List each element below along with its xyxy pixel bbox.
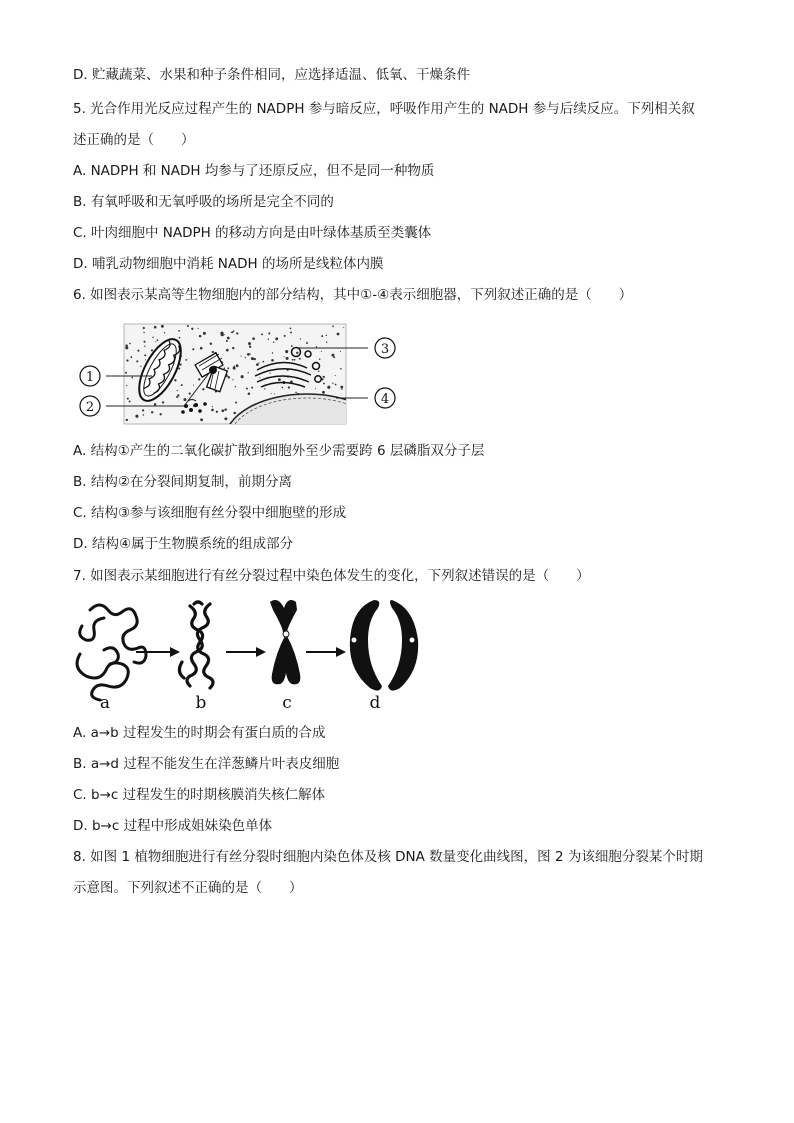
cytoplasm-speckle [143, 341, 145, 343]
line-q6-c: C. 结构③参与该细胞有丝分裂中细胞壁的形成 [73, 505, 347, 521]
cytoplasm-speckle [254, 358, 256, 360]
line-q7-a: A. a→b 过程发生的时期会有蛋白质的合成 [73, 725, 326, 741]
cytoplasm-speckle [224, 367, 226, 369]
label-3: 3 [380, 342, 390, 357]
cytoplasm-speckle [321, 351, 322, 352]
cytoplasm-speckle [179, 337, 181, 339]
cytoplasm-speckle [142, 409, 144, 411]
cytoplasm-speckle [233, 367, 235, 369]
cytoplasm-speckle [324, 376, 326, 378]
line-q5-stem-1: 5. 光合作用光反应过程产生的 NADPH 参与暗反应，呼吸作用产生的 NADH 参与后续反应。下列相关叙 [73, 101, 695, 117]
cytoplasm-speckle [198, 378, 200, 380]
cytoplasm-speckle [144, 354, 146, 356]
cytoplasm-speckle [286, 357, 289, 360]
cytoplasm-speckle [178, 330, 180, 332]
line-q7-stem: 7. 如图表示某细胞进行有丝分裂过程中染色体发生的变化，下列叙述错误的是（ ） [73, 568, 590, 584]
cytoplasm-speckle [126, 419, 128, 421]
stage-label-b: b [195, 693, 207, 713]
cytoplasm-speckle [319, 358, 321, 360]
chromatin-a [77, 605, 146, 700]
cytoplasm-speckle [335, 384, 337, 386]
cytoplasm-speckle [259, 377, 260, 378]
arrowhead-cd [336, 647, 346, 657]
cytoplasm-speckle [249, 346, 251, 348]
cytoplasm-speckle [240, 356, 241, 357]
line-q5-c: C. 叶肉细胞中 NADPH 的移动方向是由叶绿体基质至类囊体 [73, 225, 432, 241]
cytoplasm-speckle [251, 387, 253, 389]
cytoplasm-speckle [326, 341, 327, 342]
cytoplasm-speckle [283, 356, 284, 357]
cell-structure-figure [72, 322, 402, 426]
cytoplasm-speckle [278, 378, 281, 381]
chromosome-c [270, 600, 300, 684]
cytoplasm-speckle [151, 349, 153, 351]
cytoplasm-speckle [200, 418, 203, 421]
cytoplasm-speckle [160, 413, 162, 415]
cytoplasm-speckle [300, 338, 301, 339]
chromosome-d [350, 600, 418, 691]
cytoplasm-speckle [210, 342, 212, 344]
cytoplasm-speckle [331, 354, 334, 357]
cytoplasm-speckle [343, 327, 344, 328]
cytoplasm-speckle [268, 332, 270, 334]
cytoplasm-speckle [333, 356, 335, 358]
cytoplasm-speckle [235, 386, 236, 387]
cytoplasm-speckle [180, 364, 182, 366]
cytoplasm-speckle [189, 393, 191, 395]
cytoplasm-speckle [224, 417, 227, 420]
cytoplasm-speckle [226, 349, 229, 352]
cytoplasm-speckle [316, 346, 317, 347]
cytoplasm-speckle [183, 398, 186, 401]
line-q6-b: B. 结构②在分裂间期复制，前期分离 [73, 474, 292, 490]
cytoplasm-speckle [272, 352, 273, 353]
cytoplasm-speckle [340, 368, 342, 370]
cytoplasm-speckle [236, 332, 238, 334]
cytoplasm-speckle [152, 337, 153, 338]
cytoplasm-speckle [340, 386, 343, 389]
cytoplasm-speckle [296, 352, 298, 354]
cytoplasm-speckle [270, 373, 271, 374]
label-2: 2 [85, 400, 95, 415]
line-q8-stem-2: 示意图。下列叙述不正确的是（ ） [73, 880, 303, 896]
cytoplasm-speckle [154, 326, 157, 329]
cytoplasm-speckle [155, 341, 156, 342]
cytoplasm-speckle [203, 332, 206, 335]
cytoplasm-speckle [185, 359, 187, 361]
cytoplasm-speckle [248, 372, 249, 373]
cytoplasm-speckle [140, 366, 141, 367]
cytoplasm-speckle [143, 327, 145, 329]
cytoplasm-speckle [222, 409, 225, 412]
cytoplasm-speckle [198, 328, 199, 329]
cytoplasm-speckle [245, 357, 246, 358]
cytoplasm-speckle [131, 377, 133, 379]
cytoplasm-speckle [220, 332, 223, 335]
cytoplasm-speckle [187, 325, 189, 327]
cytoplasm-speckle [211, 409, 214, 412]
cytoplasm-speckle [250, 353, 251, 354]
cytoplasm-speckle [232, 379, 233, 380]
cytoplasm-speckle [228, 376, 230, 378]
label-4: 4 [380, 392, 390, 407]
cytoplasm-speckle [126, 359, 128, 361]
line-q5-a: A. NADPH 和 NADH 均参与了还原反应，但不是同一种物质 [73, 163, 435, 179]
cytoplasm-speckle [332, 325, 334, 327]
cytoplasm-speckle [252, 337, 255, 340]
cytoplasm-speckle [177, 390, 178, 391]
line-q7-d: D. b→c 过程中形成姐妹染色单体 [73, 818, 273, 834]
cytoplasm-speckle [233, 366, 235, 368]
cytoplasm-speckle [144, 346, 145, 347]
cytoplasm-speckle [145, 359, 146, 360]
cytoplasm-speckle [285, 350, 288, 353]
cytoplasm-speckle [264, 388, 265, 389]
cytoplasm-speckle [157, 339, 159, 341]
cytoplasm-speckle [248, 342, 251, 345]
cytoplasm-speckle [335, 375, 336, 376]
cytoplasm-speckle [236, 364, 239, 367]
cytoplasm-speckle [125, 372, 127, 374]
cytoplasm-speckle [273, 341, 274, 342]
cytoplasm-speckle [292, 359, 294, 361]
cytoplasm-speckle [299, 358, 301, 360]
cytoplasm-speckle [284, 335, 286, 337]
cytoplasm-speckle [177, 394, 179, 396]
cytoplasm-speckle [271, 359, 274, 362]
cytoplasm-speckle [161, 325, 164, 328]
cytoplasm-speckle [291, 345, 293, 347]
cytoplasm-speckle [227, 367, 229, 369]
cytoplasm-speckle [275, 337, 278, 340]
cytoplasm-speckle [226, 408, 227, 409]
cytoplasm-speckle [295, 392, 296, 393]
cytoplasm-speckle [199, 335, 202, 338]
cytoplasm-speckle [174, 379, 176, 381]
cytoplasm-speckle [151, 411, 153, 413]
cytoplasm-speckle [332, 383, 333, 384]
cytoplasm-speckle [235, 402, 237, 404]
chromosome-b [179, 602, 213, 688]
line-q5-b: B. 有氧呼吸和无氧呼吸的场所是完全不同的 [73, 194, 334, 210]
cytoplasm-speckle [181, 384, 183, 386]
cytoplasm-speckle [290, 331, 292, 333]
cytoplasm-speckle [143, 414, 145, 416]
cytoplasm-speckle [268, 338, 270, 340]
cytoplasm-speckle [337, 333, 340, 336]
cytoplasm-speckle [137, 350, 139, 352]
cytoplasm-speckle [290, 328, 292, 330]
cytoplasm-speckle [248, 393, 251, 396]
cytoplasm-speckle [263, 361, 265, 363]
cytoplasm-speckle [340, 351, 341, 352]
cytoplasm-speckle [233, 412, 236, 415]
cytoplasm-speckle [135, 415, 138, 418]
cytoplasm-speckle [323, 383, 325, 385]
cytoplasm-speckle [162, 401, 164, 403]
cytoplasm-speckle [241, 375, 244, 378]
chromosome-change-figure [70, 596, 430, 714]
cytoplasm-speckle [125, 346, 128, 349]
arrowhead-bc [256, 647, 266, 657]
cytoplasm-speckle [326, 335, 327, 336]
cytoplasm-speckle [261, 333, 263, 335]
line-q8-stem-1: 8. 如图 1 植物细胞进行有丝分裂时细胞内染色体及核 DNA 数量变化曲线图，图 2 为该细胞分裂某个时期 [73, 849, 703, 865]
line-q6-a: A. 结构①产生的二氧化碳扩散到细胞外至少需要跨 6 层磷脂双分子层 [73, 443, 485, 459]
arrowhead-ab [170, 647, 180, 657]
cytoplasm-speckle [129, 343, 131, 345]
cytoplasm-speckle [341, 389, 342, 390]
line-q4-d: D. 贮藏蔬菜、水果和种子条件相同，应选择适温、低氧、干燥条件 [73, 67, 470, 83]
cytoplasm-speckle [224, 334, 225, 335]
cytoplasm-speckle [256, 363, 259, 366]
stage-label-a: a [99, 693, 111, 713]
cytoplasm-speckle [136, 360, 138, 362]
line-q6-stem: 6. 如图表示某高等生物细胞内的部分结构，其中①-④表示细胞器，下列叙述正确的是（ ） [73, 287, 633, 303]
cytoplasm-speckle [315, 388, 316, 389]
stage-label-c: c [282, 693, 292, 713]
cytoplasm-speckle [154, 403, 156, 405]
cytoplasm-speckle [143, 332, 144, 333]
cytoplasm-speckle [232, 347, 234, 349]
line-q5-d: D. 哺乳动物细胞中消耗 NADH 的场所是线粒体内膜 [73, 256, 384, 272]
cytoplasm-speckle [129, 401, 131, 403]
cytoplasm-speckle [164, 332, 165, 333]
cytoplasm-speckle [231, 332, 232, 333]
cytoplasm-speckle [258, 362, 259, 363]
cytoplasm-speckle [246, 388, 248, 390]
cytoplasm-speckle [306, 342, 308, 344]
cytoplasm-speckle [212, 406, 213, 407]
cytoplasm-speckle [227, 337, 230, 340]
cytoplasm-speckle [226, 340, 228, 342]
cytoplasm-speckle [251, 357, 254, 360]
cytoplasm-speckle [288, 386, 290, 388]
line-q7-b: B. a→d 过程不能发生在洋葱鳞片叶表皮细胞 [73, 756, 340, 772]
cytoplasm-speckle [271, 393, 272, 394]
cytoplasm-speckle [274, 393, 275, 394]
cytoplasm-speckle [322, 391, 325, 394]
cytoplasm-speckle [191, 328, 193, 330]
cytoplasm-speckle [192, 348, 194, 350]
line-q5-stem-2: 述正确的是（ ） [73, 132, 195, 148]
cytoplasm-speckle [233, 330, 235, 332]
cytoplasm-speckle [130, 356, 132, 358]
stage-label-d: d [369, 693, 381, 713]
cytoplasm-speckle [212, 351, 214, 353]
cytoplasm-speckle [321, 335, 323, 337]
cytoplasm-speckle [202, 388, 204, 390]
cytoplasm-speckle [126, 385, 127, 386]
cytoplasm-speckle [176, 396, 178, 398]
cytoplasm-speckle [193, 385, 194, 386]
cytoplasm-speckle [327, 386, 330, 389]
cytoplasm-speckle [200, 347, 203, 350]
cytoplasm-speckle [127, 398, 129, 400]
cytoplasm-speckle [282, 387, 284, 389]
line-q6-d: D. 结构④属于生物膜系统的组成部分 [73, 536, 294, 552]
cytoplasm-speckle [247, 353, 250, 356]
cytoplasm-speckle [216, 411, 218, 413]
label-1: 1 [85, 370, 95, 385]
cytoplasm-speckle [318, 370, 320, 372]
line-q7-c: C. b→c 过程发生的时期核膜消失核仁解体 [73, 787, 326, 803]
cytoplasm-speckle [294, 359, 296, 361]
